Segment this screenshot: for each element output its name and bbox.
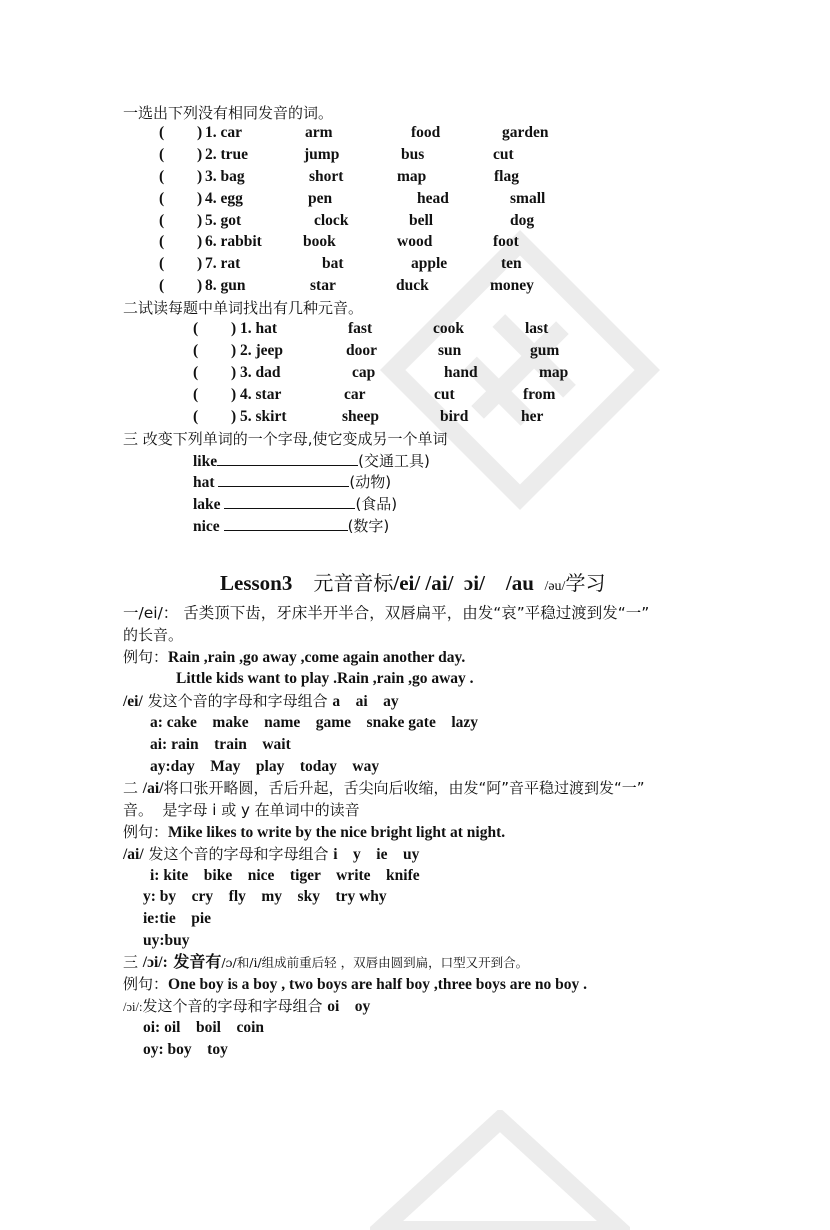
combo-text: 发这个音的字母和字母组合 — [142, 997, 328, 1015]
lesson-title-tail: 学习 — [565, 571, 606, 595]
item-word: wood — [397, 233, 433, 250]
item-word: clock — [314, 212, 349, 229]
combo-letters: i y ie uy — [333, 846, 420, 863]
section-number: 二 — [123, 779, 143, 797]
combo-letters: a ai ay — [332, 693, 399, 710]
source-word: like — [193, 453, 218, 470]
ei-row-ay: ay:day May play today way — [150, 758, 380, 775]
item-word: map — [397, 168, 427, 185]
item-word: garden — [502, 124, 549, 141]
answer-paren-close: ) — [197, 168, 203, 185]
ai-example — [123, 822, 505, 843]
source-word: lake — [193, 496, 221, 513]
item-word: fast — [348, 320, 373, 337]
example-label: 例句： — [123, 648, 169, 666]
section-number: 三 — [123, 953, 143, 971]
phonetic-symbol: /ei/ — [123, 693, 143, 710]
ei-example-line2: Little kids want to play .Rain ,rain ,go away . — [176, 670, 474, 687]
fill-item — [193, 494, 397, 515]
description-bold: 发音有 — [167, 952, 222, 971]
item-word: money — [490, 277, 534, 294]
ai-description-line2: 音。 是字母 i 或 y 在单词中的读音 — [123, 801, 360, 819]
item-word: 1. car — [205, 124, 243, 141]
answer-paren-close: ) — [197, 124, 203, 141]
ai-row-uy: uy:buy — [143, 932, 190, 949]
lesson-title — [220, 567, 605, 596]
ei-example — [123, 647, 465, 668]
answer-paren-open[interactable]: ( — [159, 146, 165, 163]
section2-heading: 二试读每题中单词找出有几种元音。 — [123, 299, 364, 317]
item-word: 2. true — [205, 146, 249, 163]
item-word: gum — [530, 342, 560, 359]
answer-paren-close: ) — [231, 386, 237, 403]
ai-combo-heading — [123, 844, 419, 865]
phonetic-symbol: /ɔi/: — [142, 954, 168, 971]
source-word: nice — [193, 518, 220, 535]
ai-row-y: y: by cry fly my sky try why — [143, 888, 387, 905]
fill-item — [193, 472, 391, 493]
answer-paren-close: ) — [197, 212, 203, 229]
item-word: bat — [322, 255, 344, 272]
answer-paren-close: ) — [231, 342, 237, 359]
ei-description-line1: 一/ei/： 舌类顶下齿，牙床半开半合，双唇扁平，由发“哀”平稳过渡到发“一” — [123, 604, 650, 622]
answer-paren-open[interactable]: ( — [159, 124, 165, 141]
section3-heading: 三 改变下列单词的一个字母,使它变成另一个单词 — [123, 430, 448, 448]
item-word: 4. star — [240, 386, 282, 403]
ai-description-line1 — [123, 778, 645, 799]
item-word: car — [344, 386, 366, 403]
oi-example — [123, 974, 587, 995]
example-sentence: Rain ,rain ,go away ,come again another day. — [168, 649, 466, 666]
item-word: bird — [440, 408, 469, 425]
answer-blank[interactable] — [217, 451, 358, 466]
example-sentence: One boy is a boy , two boys are half boy ,three boys are no boy . — [168, 976, 587, 993]
ai-row-ie: ie:tie pie — [143, 910, 212, 927]
answer-paren-close: ) — [231, 364, 237, 381]
item-word: her — [521, 408, 544, 425]
phonetic-symbol: /ɔi/: — [123, 1000, 143, 1014]
oi-description — [123, 952, 528, 973]
item-word: last — [525, 320, 549, 337]
ei-row-a: a: cake make name game snake gate lazy — [150, 714, 479, 731]
example-sentence: Mike likes to write by the nice bright light at night. — [168, 824, 506, 841]
combo-text: 发这个音的字母和字母组合 — [143, 845, 334, 863]
item-word: 3. dad — [240, 364, 281, 381]
item-word: short — [309, 168, 344, 185]
item-word: door — [346, 342, 377, 359]
answer-paren-open[interactable]: ( — [159, 168, 165, 185]
item-word: book — [303, 233, 336, 250]
answer-blank[interactable] — [218, 472, 349, 487]
answer-paren-close: ) — [231, 320, 237, 337]
item-word: food — [411, 124, 441, 141]
lesson-title-cn: 元音音标 — [313, 571, 394, 595]
item-word: 7. rat — [205, 255, 241, 272]
watermark-icon — [360, 200, 680, 540]
phonetic-symbol: /ai/ — [142, 780, 164, 797]
item-word: 1. hat — [240, 320, 278, 337]
item-word: duck — [396, 277, 429, 294]
oi-row-oy: oy: boy toy — [143, 1041, 228, 1058]
answer-paren-close: ) — [197, 277, 203, 294]
item-word: 2. jeep — [240, 342, 284, 359]
item-word: map — [539, 364, 569, 381]
item-word: star — [310, 277, 336, 294]
hint-text: (动物) — [349, 473, 392, 491]
answer-paren-open[interactable]: ( — [159, 190, 165, 207]
answer-paren-close: ) — [231, 408, 237, 425]
ei-description-line2: 的长音。 — [123, 626, 184, 644]
combo-text: 发这个音的字母和字母组合 — [142, 692, 333, 710]
watermark-icon — [370, 1110, 630, 1230]
item-word: cap — [352, 364, 376, 381]
item-word: small — [510, 190, 546, 207]
combo-letters: oi oy — [327, 998, 371, 1015]
hint-text: (数字) — [347, 517, 390, 535]
hint-text: (食品) — [355, 495, 398, 513]
phonetic-symbol: /ai/ — [123, 846, 144, 863]
item-word: apple — [411, 255, 448, 272]
answer-paren-open[interactable]: ( — [159, 212, 165, 229]
answer-paren-open[interactable]: ( — [159, 233, 165, 250]
item-word: cut — [493, 146, 514, 163]
answer-paren-open[interactable]: ( — [193, 342, 199, 359]
answer-blank[interactable] — [224, 494, 355, 509]
example-label: 例句： — [123, 975, 169, 993]
item-word: cut — [434, 386, 455, 403]
answer-paren-open[interactable]: ( — [193, 408, 199, 425]
item-word: cook — [433, 320, 464, 337]
item-word: sun — [438, 342, 462, 359]
ei-combo-heading — [123, 691, 399, 712]
item-word: 5. got — [205, 212, 242, 229]
answer-paren-open[interactable]: ( — [159, 255, 165, 272]
item-word: 3. bag — [205, 168, 245, 185]
item-word: hand — [444, 364, 478, 381]
hint-text: (交通工具) — [358, 452, 430, 470]
item-word: 4. egg — [205, 190, 243, 207]
item-word: arm — [305, 124, 333, 141]
lesson-title-en: Lesson3 — [220, 571, 293, 595]
answer-paren-close: ) — [197, 146, 203, 163]
answer-paren-open[interactable]: ( — [193, 386, 199, 403]
lesson-title-small-symbol: /əu/ — [544, 579, 566, 594]
answer-paren-open[interactable]: ( — [159, 277, 165, 294]
item-word: 8. gun — [205, 277, 246, 294]
example-label: 例句： — [123, 823, 169, 841]
item-word: bus — [401, 146, 425, 163]
item-word: flag — [494, 168, 519, 185]
item-word: jump — [304, 146, 340, 163]
item-word: dog — [510, 212, 535, 229]
item-word: from — [523, 386, 556, 403]
item-word: head — [417, 190, 449, 207]
source-word: hat — [193, 474, 215, 491]
answer-paren-close: ) — [197, 233, 203, 250]
lesson-title-symbols: /ei/ /ai/ ɔi/ /au — [393, 571, 545, 595]
item-word: ten — [501, 255, 522, 272]
oi-combo-heading — [123, 996, 370, 1017]
section1-heading: 一选出下列没有相同发音的词。 — [123, 104, 334, 122]
fill-item — [193, 516, 389, 537]
answer-paren-close: ) — [197, 190, 203, 207]
item-word: sheep — [342, 408, 380, 425]
item-word: foot — [493, 233, 519, 250]
ei-row-ai: ai: rain train wait — [150, 736, 291, 753]
answer-paren-open[interactable]: ( — [193, 364, 199, 381]
description-text: 将口张开略圆，舌后升起，舌尖向后收缩，由发“阿”音平稳过渡到发“一” — [163, 779, 645, 797]
description-small: /ɔ/和/i/组成前重后轻 ，双唇由圆到扁，口型又开到合。 — [221, 955, 529, 970]
oi-row-oi: oi: oil boil coin — [143, 1019, 264, 1036]
item-word: 6. rabbit — [205, 233, 262, 250]
item-word: bell — [409, 212, 434, 229]
item-word: 5. skirt — [240, 408, 287, 425]
answer-paren-close: ) — [197, 255, 203, 272]
fill-item — [193, 451, 430, 472]
ai-row-i: i: kite bike nice tiger write knife — [150, 867, 420, 884]
answer-paren-open[interactable]: ( — [193, 320, 199, 337]
answer-blank[interactable] — [224, 516, 348, 531]
item-word: pen — [308, 190, 333, 207]
